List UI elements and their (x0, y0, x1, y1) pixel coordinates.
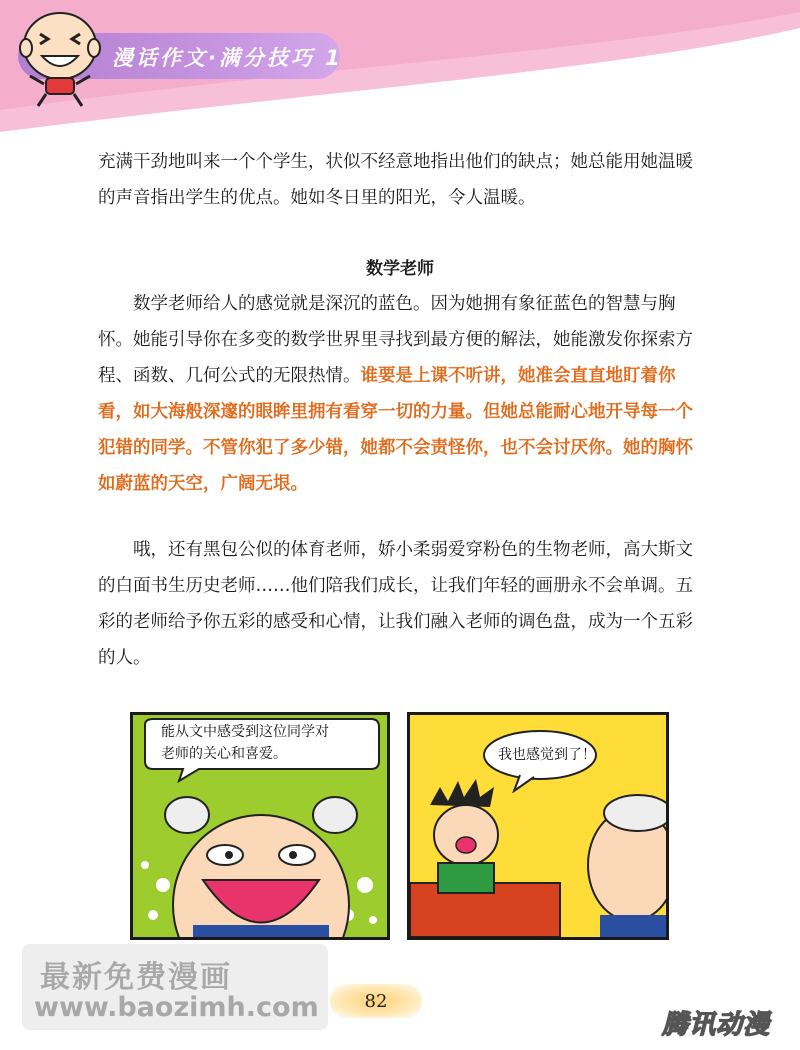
comic-panel-right (407, 712, 669, 940)
paragraph-math-highlight: 谁要是上课不听讲，她准会直直地盯着你看，如大海般深邃的眼眸里拥有看穿一切的力量。但她总能耐心地开导每一个犯错的同学。不管你犯了多少错，她都不会责怪你，也不会讨厌你。她的胸怀如蔚蓝的天空，广阔无垠。 (98, 366, 693, 494)
header-title: 漫话作文·满分技巧 1 (112, 46, 343, 70)
watermark-line2: www.baozimh.com (34, 992, 319, 1023)
paragraph-math-normal: 数学老师给人的感觉就是深沉的蓝色。因为她拥有象征蓝色的智慧与胸怀。她能引导你在多变的数学世界里寻找到最方便的解法，她能激发你探索方程、函数、几何公式的无限热情。 (98, 294, 693, 386)
bubble-text-left-line2: 老师的关心和喜爱。 (161, 746, 287, 762)
section-title: 数学老师 (366, 259, 434, 279)
paragraph-closing: 哦，还有黑包公似的体育老师，娇小柔弱爱穿粉色的生物老师，高大斯文的白面书生历史老师……他们陪我们成长，让我们年轻的画册永不会单调。五彩的老师给予你五彩的感受和心情，让我们融入老师的调色盘，成为一个五彩的人。 (98, 540, 693, 668)
comic-panel-left (130, 712, 390, 940)
page-number-badge (330, 984, 422, 1018)
paragraph-intro: 充满干劲地叫来一个个学生，状似不经意地指出他们的缺点；她总能用她温暖的声音指出学生的优点。她如冬日里的阳光，令人温暖。 (98, 152, 693, 208)
brand-logo: 腾讯动漫 (662, 1010, 771, 1040)
bubble-text-left-line1: 能从文中感受到这位同学对 (161, 724, 329, 740)
page-number: 82 (364, 991, 388, 1012)
bubble-text-right: 我也感觉到了！ (498, 747, 596, 763)
watermark-line1: 最新免费漫画 (40, 960, 232, 995)
watermark (22, 944, 328, 1030)
paragraph-math-teacher (98, 286, 706, 502)
mascot-character (14, 6, 106, 110)
